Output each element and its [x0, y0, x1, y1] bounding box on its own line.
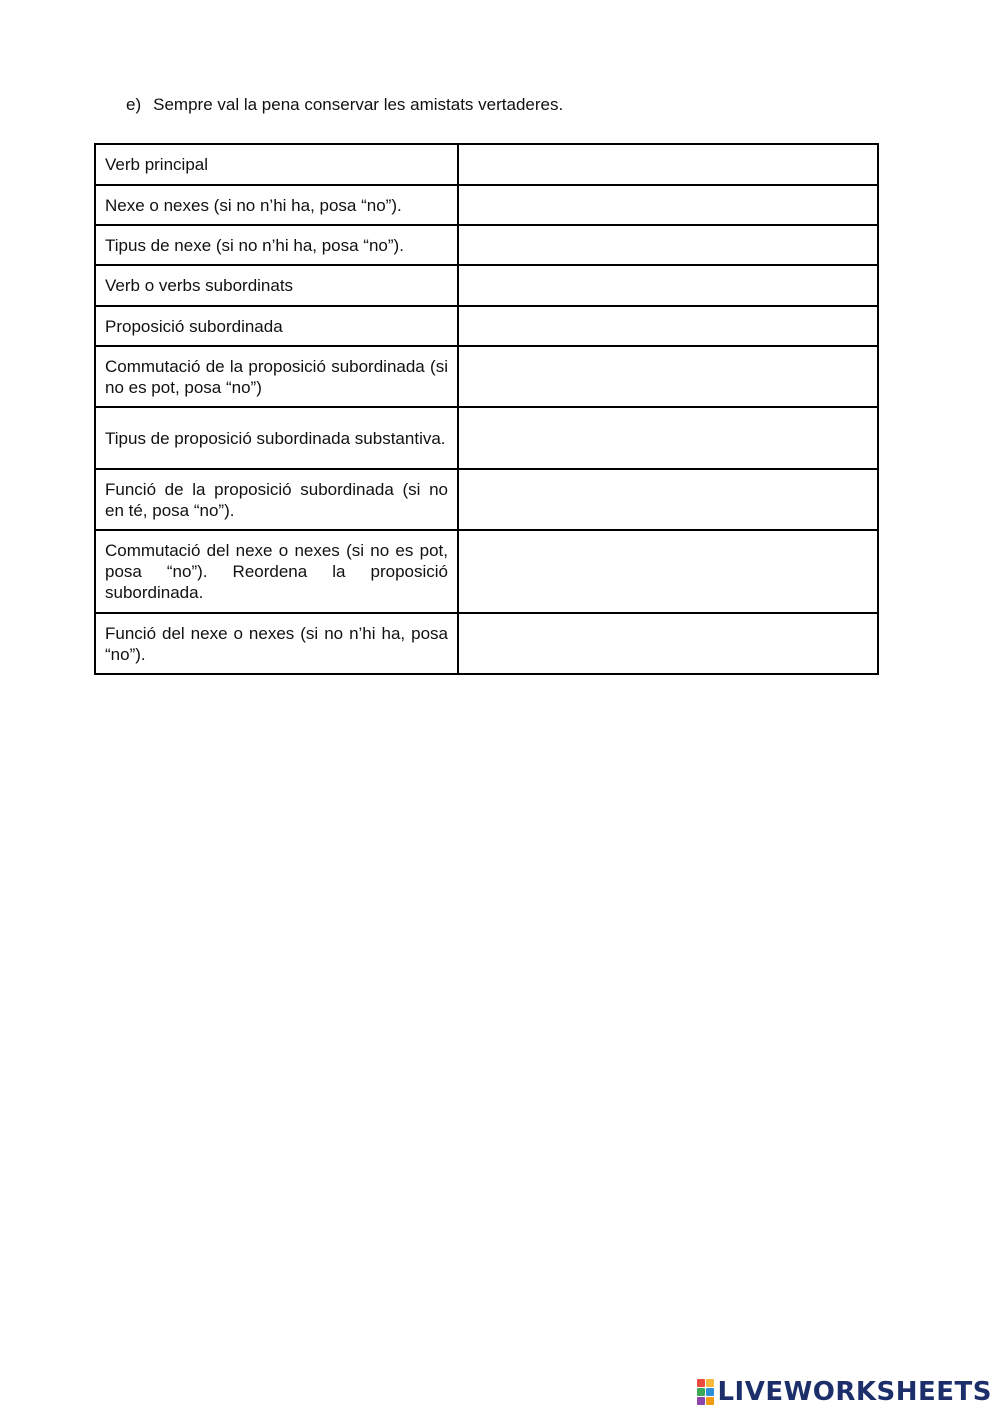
row-label: Verb o verbs subordinats: [95, 265, 458, 306]
question-text: Sempre val la pena conservar les amistats vertaderes.: [153, 95, 564, 114]
logo-text: LIVEWORKSHEETS: [717, 1377, 992, 1407]
table-row: [95, 306, 878, 346]
answer-input[interactable]: [459, 276, 877, 296]
logo-block: [706, 1379, 714, 1387]
answer-input[interactable]: [459, 634, 877, 654]
row-label: Commutació de la proposició subordinada (si no es pot, posa “no”): [95, 346, 458, 407]
row-label: Commutació del nexe o nexes (si no es pot, posa “no”). Reordena la proposició subordinada.: [95, 530, 458, 613]
logo-block: [697, 1379, 705, 1387]
answer-input[interactable]: [459, 196, 877, 216]
answer-input[interactable]: [459, 236, 877, 256]
answer-cell[interactable]: [458, 185, 878, 225]
logo-block: [697, 1397, 705, 1405]
answer-input[interactable]: [459, 317, 877, 337]
answer-input[interactable]: [459, 490, 877, 510]
answer-cell[interactable]: [458, 613, 878, 674]
table-row: [95, 469, 878, 530]
answer-input[interactable]: [459, 155, 877, 175]
logo-block: [706, 1388, 714, 1396]
answer-cell[interactable]: [458, 469, 878, 530]
answer-cell[interactable]: [458, 265, 878, 306]
table-row: [95, 144, 878, 185]
logo-block: [706, 1397, 714, 1405]
liveworksheets-logo: [697, 1377, 992, 1407]
row-label: Nexe o nexes (si no n’hi ha, posa “no”).: [95, 185, 458, 225]
table-row: [95, 265, 878, 306]
table-row: [95, 407, 878, 469]
question-marker: e): [126, 95, 142, 114]
answer-cell[interactable]: [458, 225, 878, 265]
answer-input[interactable]: [459, 367, 877, 387]
table-row: [95, 613, 878, 674]
logo-blocks-icon: [697, 1379, 714, 1405]
table-row: [95, 225, 878, 265]
row-label: Funció de la proposició subordinada (si no en té, posa “no”).: [95, 469, 458, 530]
table-row: [95, 185, 878, 225]
row-label: Verb principal: [95, 144, 458, 185]
answer-cell[interactable]: [458, 306, 878, 346]
answer-cell[interactable]: [458, 346, 878, 407]
answer-cell[interactable]: [458, 407, 878, 469]
row-label: Proposició subordinada: [95, 306, 458, 346]
question-e: [126, 94, 563, 116]
row-label: Funció del nexe o nexes (si no n’hi ha, posa “no”).: [95, 613, 458, 674]
row-label: Tipus de nexe (si no n’hi ha, posa “no”).: [95, 225, 458, 265]
logo-block: [697, 1388, 705, 1396]
answer-input[interactable]: [459, 429, 877, 449]
table-row: [95, 530, 878, 613]
row-label: Tipus de proposició subordinada substantiva.: [95, 407, 458, 469]
answer-cell[interactable]: [458, 144, 878, 185]
answer-cell[interactable]: [458, 530, 878, 613]
table-row: [95, 346, 878, 407]
answer-input[interactable]: [459, 562, 877, 582]
analysis-table: [94, 143, 879, 675]
